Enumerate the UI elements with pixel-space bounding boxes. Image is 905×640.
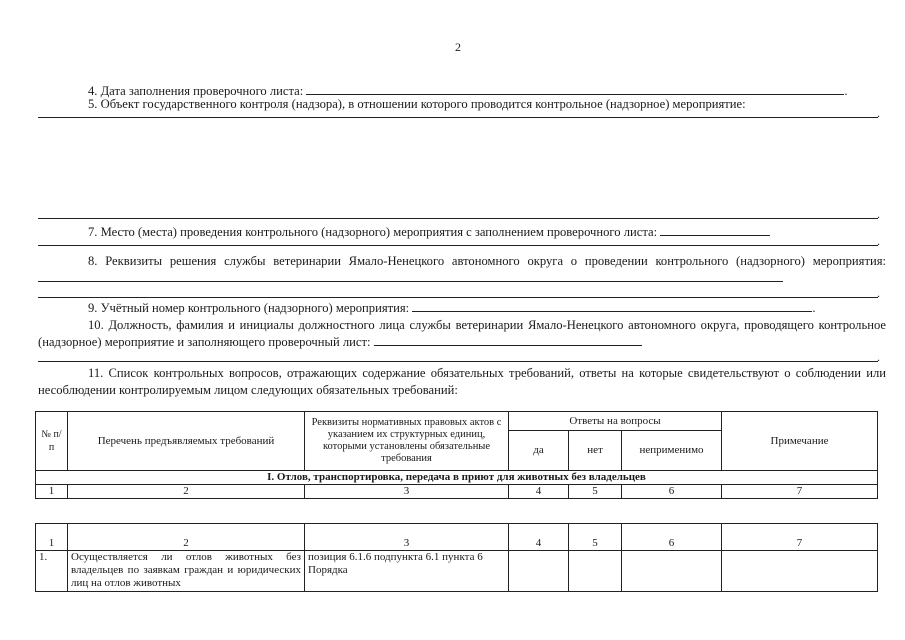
item-9: 9. Учётный номер контрольного (надзорного) мероприятия: . [88,301,816,315]
col-number: 2 [68,524,305,551]
blank-line [38,361,878,362]
col-number: 3 [305,485,509,499]
item-8: 8. Реквизиты решения службы ветеринарии Ямало-Ненецкого автономного округа о проведении контрольного (надзорного) мероприятия: [38,253,886,286]
col-number: 2 [68,485,305,499]
col-number: 1 [36,524,68,551]
col-number: 7 [722,524,878,551]
period: . [877,207,880,221]
answer-no-cell[interactable] [569,551,622,592]
blank-line [38,117,878,118]
row-num: 1. [36,551,68,592]
blank-line [38,297,878,298]
blank-line [38,245,878,246]
page-number: 2 [455,40,461,54]
period: . [877,234,880,248]
table-row [36,551,878,592]
header-yes: да [509,431,569,471]
header-no: нет [569,431,622,471]
col-number: 4 [509,485,569,499]
col-number: 6 [622,524,722,551]
header-requirements: Перечень предъявляемых требований [68,412,305,471]
col-number: 4 [509,524,569,551]
blank-line [38,218,878,219]
note-cell[interactable] [722,551,878,592]
col-number: 1 [36,485,68,499]
header-requisites: Реквизиты нормативных правовых актов с указанием их структурных единиц, которыми установлены обязательные требования [305,412,509,471]
period: . [877,286,880,300]
requirements-table-header [35,411,878,499]
item-10: 10. Должность, фамилия и инициалы должностного лица службы ветеринарии Ямало-Ненецкого автономного округа, проводящего контрольное (надзорное) мероприятие и заполняющего проверочный лист: [38,318,886,349]
header-answers: Ответы на вопросы [509,412,722,431]
requirements-table [35,523,878,592]
col-number: 3 [305,524,509,551]
section-title: I. Отлов, транспортировка, передача в приют для животных без владельцев [36,471,878,485]
header-num: № п/п [36,412,68,471]
period: . [877,106,880,120]
item-7: 7. Место (места) проведения контрольного (надзорного) мероприятия с заполнением проверочного листа: [38,224,886,241]
col-number: 5 [569,524,622,551]
item-11: 11. Список контрольных вопросов, отражающих содержание обязательных требований, ответы на которые свидетельствуют о соблюдении или несоблюдении контролируемым лицом следующих обязательных требований: [38,366,886,397]
col-number: 7 [722,485,878,499]
item-5: 5. Объект государственного контроля (надзора), в отношении которого проводится контрольное (надзорное) мероприятие: [88,97,746,111]
row-requisite: позиция 6.1.6 подпункта 6.1 пункта 6 Порядка [305,551,509,592]
answer-na-cell[interactable] [622,551,722,592]
col-number: 6 [622,485,722,499]
row-requirement: Осуществляется ли отлов животных без владельцев по заявкам граждан и юридических лиц на отлов животных [68,551,305,592]
header-note: Примечание [722,412,878,471]
item-4: 4. Дата заполнения проверочного листа: . [88,84,848,98]
col-number: 5 [569,485,622,499]
period: . [877,350,880,364]
header-na: неприменимо [622,431,722,471]
answer-yes-cell[interactable] [509,551,569,592]
